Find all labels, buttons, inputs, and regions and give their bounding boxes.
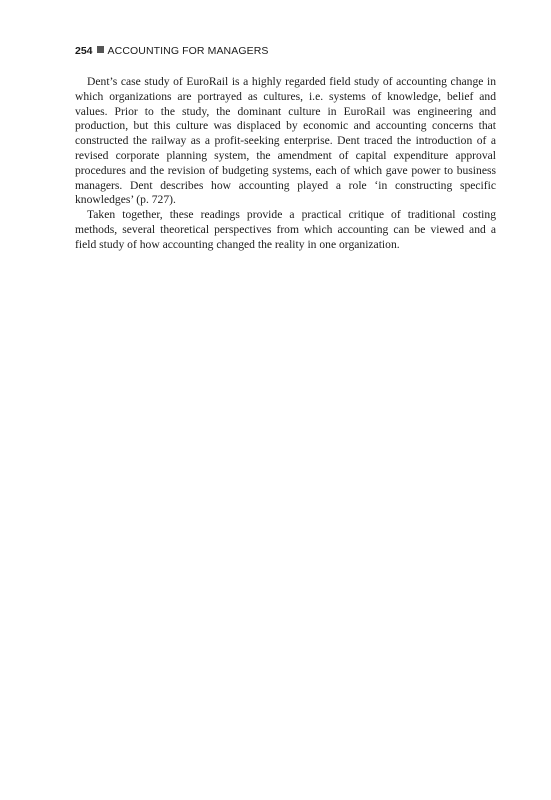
- running-title: ACCOUNTING FOR MANAGERS: [107, 45, 269, 57]
- square-bullet-icon: [97, 46, 104, 53]
- page-number: 254: [75, 45, 93, 57]
- paragraph-dent-case-study: Dent’s case study of EuroRail is a highly regarded field study of accounting change in which organizations are portrayed as cultures, i.e. systems of knowledge, belief and values. Prior to the study, the dominant culture in EuroRail was engineering and production, but this culture was displaced by economic and accounting concerns that constructed the railway as a profit-seeking enterprise. Dent traced the introduction of a revised corporate planning system, the amendment of capital expenditure approval procedures and the revision of budgeting systems, each of which gave power to business managers. Dent describes how accounting played a role ‘in constructing specific knowledges’ (p. 727).: [75, 75, 496, 207]
- running-head: [75, 43, 495, 59]
- paragraph-readings-summary: Taken together, these readings provide a practical critique of traditional costing methods, several theoretical perspectives from which accounting can be viewed and a field study of how accounting changed the reality in one organization.: [75, 208, 496, 251]
- body-text: [75, 75, 496, 253]
